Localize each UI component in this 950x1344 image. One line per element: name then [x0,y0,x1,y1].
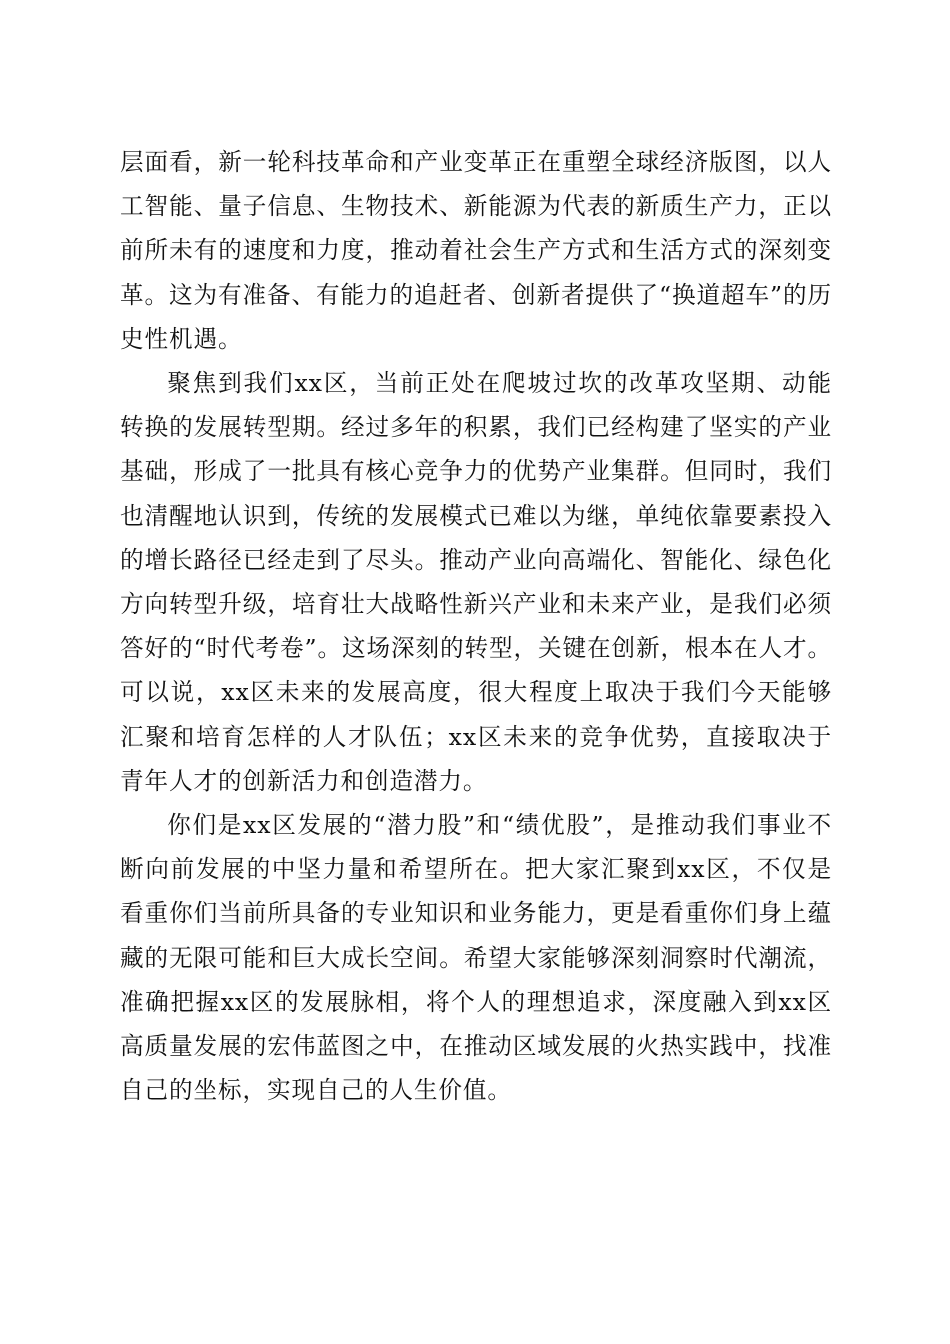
document-body [120,140,832,1112]
paragraph-youth-talent: 你们是xx区发展的“潜力股”和“绩优股”，是推动我们事业不断向前发展的中坚力量和希望所在。把大家汇聚到xx区，不仅是看重你们当前所具备的专业知识和业务能力，更是看重你们身上蕴藏的无限可能和巨大成长空间。希望大家能够深刻洞察时代潮流，准确把握xx区的发展脉相，将个人的理想追求，深度融入到xx区高质量发展的宏伟蓝图之中，在推动区域发展的火热实践中，找准自己的坐标，实现自己的人生价值。 [120,811,832,1105]
paragraph-xx-district-transformation: 聚焦到我们xx区，当前正处在爬坡过坎的改革攻坚期、动能转换的发展转型期。经过多年的积累，我们已经构建了坚实的产业基础，形成了一批具有核心竞争力的优势产业集群。但同时，我们也清醒地认识到，传统的发展模式已难以为继，单纯依靠要素投入的增长路径已经走到了尽头。推动产业向高端化、智能化、绿色化方向转型升级，培育壮大战略性新兴产业和未来产业，是我们必须答好的“时代考卷”。这场深刻的转型，关键在创新，根本在人才。可以说，xx区未来的发展高度，很大程度上取决于我们今天能够汇聚和培育怎样的人才队伍；xx区未来的竞争优势，直接取决于青年人才的创新活力和创造潜力。 [120,369,832,795]
paragraph-continued: 层面看，新一轮科技革命和产业变革正在重塑全球经济版图，以人工智能、量子信息、生物技术、新能源为代表的新质生产力，正以前所未有的速度和力度，推动着社会生产方式和生活方式的深刻变革。这为有准备、有能力的追赶者、创新者提供了“换道超车”的历史性机遇。 [120,148,832,353]
